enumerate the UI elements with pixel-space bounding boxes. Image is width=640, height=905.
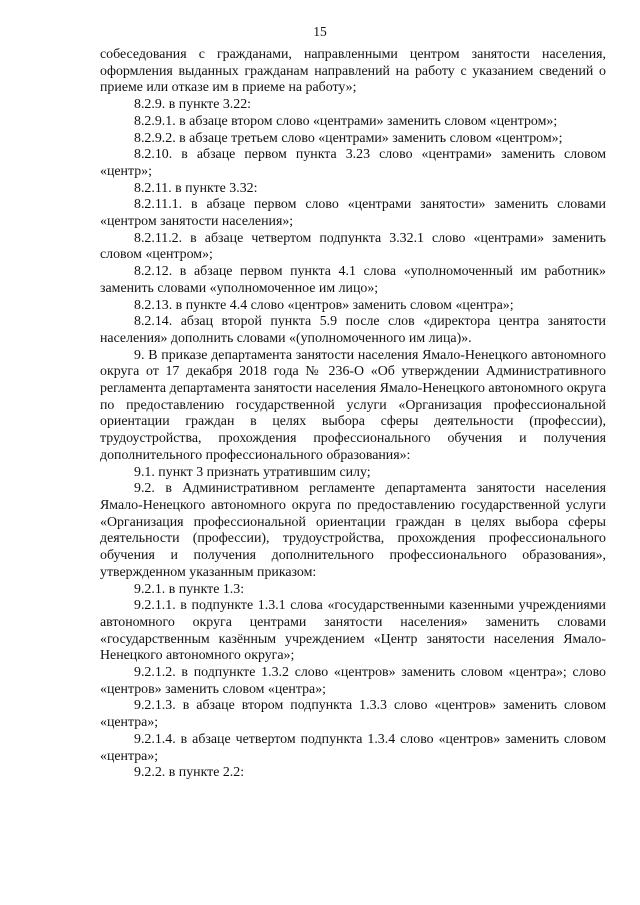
paragraph-8-2-11: 8.2.11. в пункте 3.32: xyxy=(134,180,258,196)
paragraph-9-2-1: 9.2.1. в пункте 1.3: xyxy=(134,581,245,597)
document-body xyxy=(100,47,606,782)
paragraph-8-2-14: 8.2.14. абзац второй пункта 5.9 после слов «директора центра занятости населения» дополнить словами «(уполномоченного им лица)». xyxy=(100,314,606,346)
paragraph-9-2: 9.2. в Административном регламенте департамента занятости населения Ямало-Ненецкого автономного округа по предоставлению государственной услуги «Организация профессиональной ориентации граждан в целях выбора сферы деятельности (профессии), трудоустройства, прохождения профессионального обучения и получения дополнительного профессионального образования», утвержденном указанным приказом: xyxy=(100,481,606,580)
paragraph-8-2-9-2: 8.2.9.2. в абзаце третьем слово «центрами» заменить словом «центром»; xyxy=(134,130,563,146)
paragraph-8-2-9-1: 8.2.9.1. в абзаце втором слово «центрами» заменить словом «центром»; xyxy=(134,113,558,129)
paragraph-8-2-9: 8.2.9. в пункте 3.22: xyxy=(134,97,252,113)
paragraph-8-2-12: 8.2.12. в абзаце первом пункта 4.1 слова «уполномоченный им работник» заменить словами «уполномоченное им лицо»; xyxy=(100,264,606,296)
paragraph-9-2-1-2: 9.2.1.2. в подпункте 1.3.2 слово «центров» заменить словом «центра»; слово «центров» заменить словом «центра»; xyxy=(100,665,606,697)
paragraph-9-2-1-3: 9.2.1.3. в абзаце втором подпункта 1.3.3 слово «центров» заменить словом «центра»; xyxy=(100,698,606,731)
page-number: 15 xyxy=(313,24,327,39)
paragraph-8-2-13: 8.2.13. в пункте 4.4 слово «центров» заменить словом «центра»; xyxy=(134,297,514,313)
paragraph-9-1: 9.1. пункт 3 признать утратившим силу; xyxy=(134,464,371,480)
paragraph-9-2-2: 9.2.2. в пункте 2.2: xyxy=(134,765,245,781)
paragraph-continuation: собеседования с гражданами, направленными центром занятости населения, оформления выданных гражданам направлений на работу с указанием сведений о приеме или отказе им в приеме на работу»; xyxy=(100,47,606,96)
paragraph-8-2-11-2: 8.2.11.2. в абзаце четвертом подпункта 3.32.1 слово «центрами» заменить словом «центром»; xyxy=(100,230,606,263)
paragraph-9-2-1-4: 9.2.1.4. в абзаце четвертом подпункта 1.3.4 слово «центров» заменить словом «центра»; xyxy=(100,731,606,764)
paragraph-8-2-11-1: 8.2.11.1. в абзаце первом слово «центрами занятости» заменить словами «центром занятости населения»; xyxy=(100,197,606,230)
paragraph-9-2-1-1: 9.2.1.1. в подпункте 1.3.1 слова «государственными казенными учреждениями автономного округа центрами занятости населения» заменить словами «государственным казённым учреждением «Центр занятости населения Ямало-Ненецкого автономного округа»; xyxy=(100,598,606,664)
paragraph-9: 9. В приказе департамента занятости населения Ямало-Ненецкого автономного округа от 17 декабря 2018 года № 236-О «Об утверждении Административного регламента департамента занятости населения Ямало-Ненецкого автономного округа по предоставлению государственной услуги «Организация профессиональной ориентации граждан в целях выбора сферы деятельности (профессии), трудоустройства, прохождения профессионального обучения и получения дополнительного профессионального образования»: xyxy=(100,347,606,463)
paragraph-8-2-10: 8.2.10. в абзаце первом пункта 3.23 слово «центрами» заменить словом «центр»; xyxy=(100,147,606,179)
